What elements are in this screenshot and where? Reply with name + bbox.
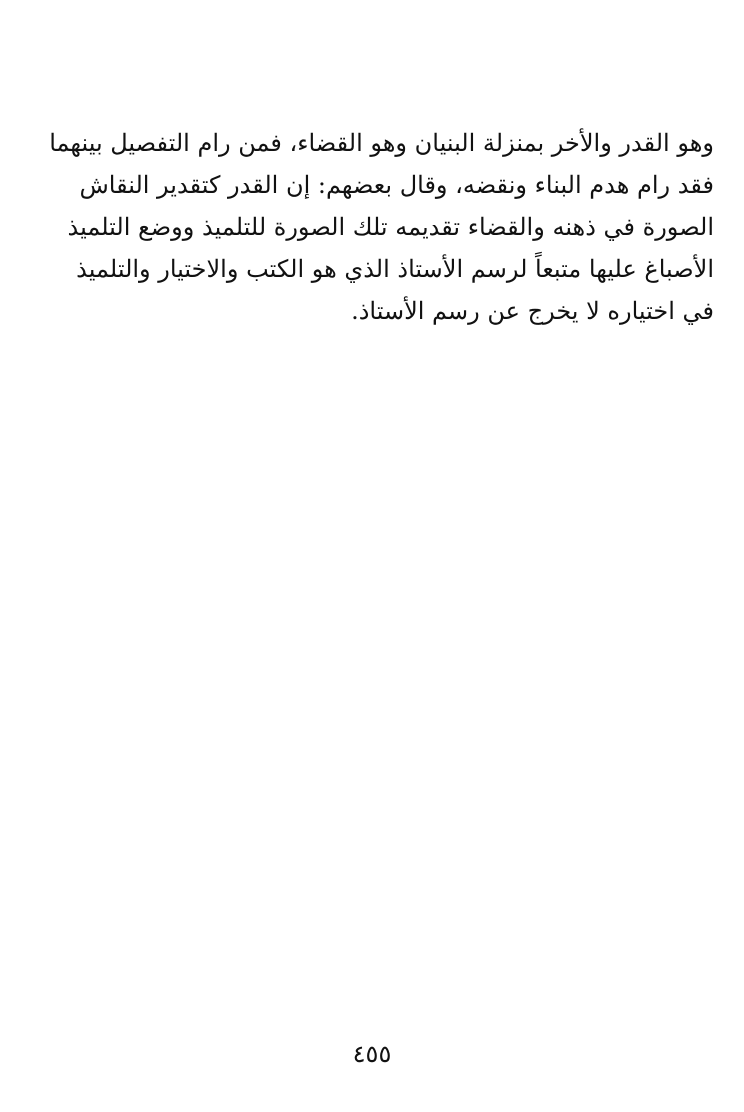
text-line-3: الصورة في ذهنه والقضاء تقديمه تلك الصورة للتلميذ ووضع التلميذ	[67, 213, 714, 241]
text-line-1: وهو القدر والأخر بمنزلة البنيان وهو القضاء، فمن رام التفصيل بينهما	[49, 129, 714, 157]
text-line-4: الأصباغ عليها متبعاً لرسم الأستاذ الذي هو الكتب والاختيار والتلميذ	[76, 255, 714, 283]
page-number: ٤٥٥	[352, 1040, 392, 1068]
body-paragraph	[49, 122, 714, 332]
text-line-5: في اختياره لا يخرج عن رسم الأستاذ.	[351, 297, 714, 325]
text-line-2: فقد رام هدم البناء ونقضه، وقال بعضهم: إن القدر كتقدير النقاش	[79, 171, 714, 199]
